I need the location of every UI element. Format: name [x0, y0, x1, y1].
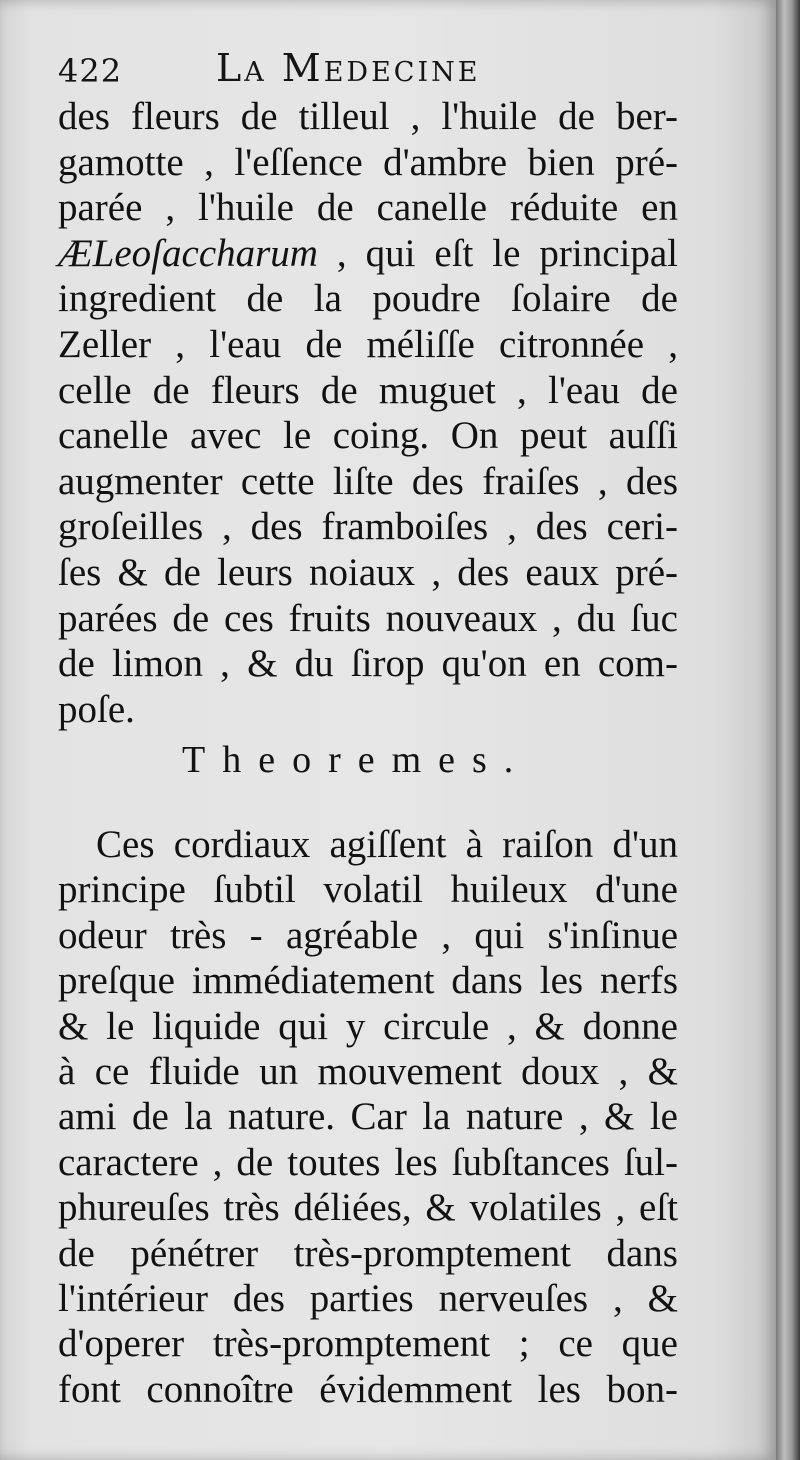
text-line: gamotte , l'eſſence d'ambre bien pré-	[58, 140, 678, 184]
text-line: canelle avec le coing. On peut auſſi	[58, 414, 678, 458]
latin-term: ÆLeoſaccharum	[58, 231, 318, 275]
book-binding-edge	[776, 0, 800, 1460]
text-line: groſeilles , des framboiſes , des ceri-	[58, 505, 678, 549]
text-line: des fleurs de tilleul , l'huile de ber-	[58, 95, 678, 138]
text-line: principe ſubtil volatil huileux d'une	[58, 868, 678, 912]
text-line: & le liquide qui y circule , & donne	[58, 1004, 678, 1048]
text-line: ingredient de la poudre ſolaire de	[58, 277, 678, 321]
text-line: ſes & de leurs noiaux , des eaux pré-	[58, 550, 678, 594]
text-line: preſque immédiatement dans les nerfs	[58, 959, 678, 1003]
text-line-with-latin-term	[58, 231, 678, 277]
text-line: odeur très - agréable , qui s'inſinue	[58, 913, 678, 957]
text-line: de pénétrer très-promptement dans	[58, 1231, 678, 1275]
text-line: phureuſes très déliées, & volatiles , eſt	[58, 1186, 678, 1230]
text-line: poſe.	[58, 687, 135, 731]
text-line: parée , l'huile de canelle réduite en	[58, 186, 678, 230]
text-line: parées de ces fruits nouveaux , du ſuc	[58, 596, 678, 640]
text-line-rest: , qui eſt le principal	[317, 231, 678, 275]
text-line: l'intérieur des parties nerveuſes , &	[58, 1276, 678, 1320]
section-heading: Theoremes.	[182, 739, 531, 781]
text-line: ami de la nature. Car la nature , & le	[58, 1095, 678, 1139]
text-line: Zeller , l'eau de méliſſe citronnée ,	[58, 322, 678, 366]
text-line: font connoître évidemment les bon-	[58, 1367, 678, 1411]
text-line: augmenter cette liſte des fraiſes , des	[58, 459, 678, 503]
page-header	[58, 46, 678, 100]
page-number: 422	[58, 52, 123, 90]
text-line: caractere , de toutes les ſubſtances ſul-	[58, 1140, 678, 1184]
paragraph-2	[58, 822, 678, 1412]
text-line: de limon , & du ſirop qu'on en com-	[58, 642, 678, 686]
text-line: d'operer très-promptement ; ce que	[58, 1322, 678, 1366]
text-line: à ce fluide un mouvement doux , &	[58, 1049, 678, 1093]
text-line: celle de fleurs de muguet , l'eau de	[58, 368, 678, 412]
running-head: La Medecine	[216, 46, 481, 90]
paragraph-1	[58, 94, 678, 732]
text-line: Ces cordiaux agiſſent à raiſon d'un	[96, 823, 678, 866]
